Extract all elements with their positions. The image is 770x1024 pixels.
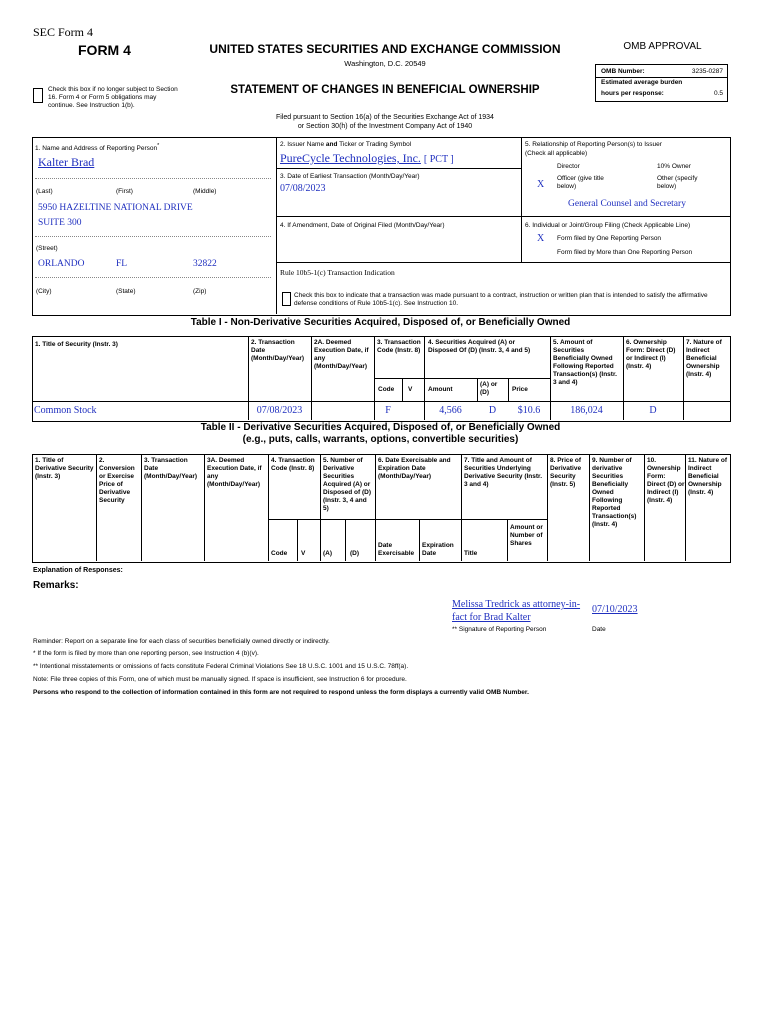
t1-h3: 3. Transaction Code (Instr. 8) [377,339,421,354]
street-line-1: 5950 HAZELTINE NATIONAL DRIVE [38,203,193,213]
signature-name[interactable]: Melissa Tredrick as attorney-in- fact for Brad Kalter [452,599,581,623]
note-asterisk: * If the form is filed by more than one reporting person, see Instruction 4 (b)(v). [33,650,259,657]
omb-burden-label: Estimated average burden [601,79,683,86]
city-value: ORLANDO [38,259,85,269]
omb-approval-title: OMB APPROVAL [623,41,702,52]
rule-checkbox[interactable] [282,292,291,306]
box2-label: 2. Issuer Name and Ticker or Trading Symbol [280,141,412,148]
filed-pursuant-1: Filed pursuant to Section 16(a) of the Securities Exchange Act of 1934 [276,114,494,121]
omb-number-label: OMB Number: [601,68,645,75]
t2-sub-a: (A) [323,550,333,557]
street-line-2: SUITE 300 [38,218,82,228]
signature-label: ** Signature of Reporting Person [452,626,547,633]
t2-h10: 10. Ownership Form: Direct (D) or Indirect (I) (Instr. 4) [647,457,685,504]
t1-sub-v: V [408,386,413,393]
state-label: (State) [116,288,136,295]
t2-h6: 6. Date Exercisable and Expiration Date (Month/Day/Year) [378,457,451,480]
issuer-name[interactable]: PureCycle Technologies, Inc. [280,151,421,165]
section16-text: Check this box if no longer subject to Section 16. Form 4 or Form 5 obligations may continue. See Instruction 1(b). [48,86,178,109]
table2-subtitle: (e.g., puts, calls, warrants, options, convertible securities) [242,434,519,445]
t1-h7: 7. Nature of Indirect Beneficial Ownership (Instr. 4) [686,339,722,378]
t1-row-ad: D [488,405,497,416]
t1-h1: 1. Title of Security (Instr. 3) [35,341,118,348]
rule-text: Check this box to indicate that a transaction was made pursuant to a contract, instruction or written plan that is intended to satisfy the affirmative defense conditions of Rule 10b5-1(c). See Instruction 10. [294,292,708,307]
table1-title: Table I - Non-Derivative Securities Acquired, Disposed of, or Beneficially Owned [190,317,571,328]
t2-h2: 2. Conversion or Exercise Price of Derivative Security [99,457,135,504]
t2-h8: 8. Price of Derivative Security (Instr. 5) [550,457,582,488]
issuer-ticker: [ PCT ] [423,154,454,165]
officer-label: Officer (give title below) [557,175,604,190]
agency-title: UNITED STATES SECURITIES AND EXCHANGE COMMISSION [209,42,561,56]
t1-h2: 2. Transaction Date (Month/Day/Year) [251,339,305,362]
box5-sublabel: (Check all applicable) [525,150,588,157]
box3-label: 3. Date of Earliest Transaction (Month/Day/Year) [280,173,420,180]
t2-h1: 1. Title of Derivative Security (Instr. 3) [35,457,94,480]
street-label: (Street) [36,245,58,252]
t2-sub-expiration: Expiration Date [422,542,454,557]
officer-title: General Counsel and Secretary [568,199,686,209]
form-title: FORM 4 [78,42,131,58]
note-omb: Persons who respond to the collection of information contained in this form are not required to respond unless the form displays a currently valid OMB Number. [33,689,529,696]
remarks-label: Remarks: [33,580,79,591]
table2-title: Table II - Derivative Securities Acquired, Disposed of, or Beneficially Owned [200,422,561,433]
t1-row-price: $10.6 [517,405,541,416]
director-label: Director [557,163,580,170]
t1-h5: 5. Amount of Securities Beneficially Owned Following Reported Transaction(s) (Instr. 3 and 4) [553,339,617,386]
t2-h5: 5. Number of Derivative Securities Acquired (A) or Disposed of (D) (Instr. 3, 4 and 5) [323,457,372,512]
t1-sub-code: Code [378,386,395,393]
t1-row-code: F [385,405,391,416]
note-reminder: Reminder: Report on a separate line for each class of securities beneficially owned directly or indirectly. [33,638,330,645]
t1-row-security: Common Stock [34,405,97,416]
box1-label: 1. Name and Address of Reporting Person* [35,143,160,153]
t1-row-form: D [649,405,657,416]
t2-h4: 4. Transaction Code (Instr. 8) [271,457,315,472]
issuer-name-row [280,151,454,166]
reporting-person-name[interactable]: Kalter Brad [38,155,95,169]
t2-sub-code: Code [271,550,288,557]
earliest-transaction-date: 07/08/2023 [280,183,326,194]
omb-hours-label: hours per response: [601,90,664,97]
t1-row-date: 07/08/2023 [256,405,303,416]
last-label: (Last) [36,188,53,195]
explanation-label: Explanation of Responses: [33,567,123,574]
filing-one-mark[interactable]: X [537,233,545,244]
statement-title: STATEMENT OF CHANGES IN BENEFICIAL OWNERSHIP [230,84,540,96]
t1-sub-amount: Amount [428,386,453,393]
t1-row-amount: 4,566 [439,405,462,416]
box4-label: 4. If Amendment, Date of Original Filed (Month/Day/Year) [280,222,445,229]
rule-label: Rule 10b5-1(c) Transaction Indication [280,268,395,277]
zip-value: 32822 [193,259,217,269]
t2-sub-v: V [301,550,306,557]
t2-sub-exercisable: Date Exercisable [378,542,415,557]
t2-h3: 3. Transaction Date (Month/Day/Year) [144,457,198,480]
middle-label: (Middle) [193,188,217,195]
t1-h2a: 2A. Deemed Execution Date, if any (Month/Day/Year) [314,339,369,370]
state-value: FL [116,259,128,269]
t2-h9: 9. Number of derivative Securities Beneficially Owned Following Reported Transaction(s) (Instr. 4) [592,457,637,528]
t2-sub-title: Title [464,550,478,557]
t2-h3a: 3A. Deemed Execution Date, if any (Month/Day/Year) [207,457,262,488]
ten-pct-owner-label: 10% Owner [657,163,691,170]
t2-h7: 7. Title and Amount of Securities Underlying Derivative Security (Instr. 3 and 4) [464,457,543,488]
sec-form-label: SEC Form 4 [33,25,94,39]
t1-h4: 4. Securities Acquired (A) or Disposed Of (D) (Instr. 3, 4 and 5) [428,339,531,354]
filed-pursuant-2: or Section 30(h) of the Investment Company Act of 1940 [297,123,473,130]
omb-number-value: 3235-0287 [691,68,723,75]
note-copies: Note: File three copies of this Form, one of which must be manually signed. If space is insufficient, see Instruction 6 for procedure. [33,676,407,683]
zip-label: (Zip) [193,288,207,295]
filing-one-label: Form filed by One Reporting Person [557,235,662,242]
t1-h6: 6. Ownership Form: Direct (D) or Indirect (I) (Instr. 4) [626,339,676,370]
other-label: Other (specify below) [657,175,698,190]
city-label: (City) [36,288,52,295]
note-misstatements: ** Intentional misstatements or omissions of facts constitute Federal Criminal Violations See 18 U.S.C. 1001 and 15 U.S.C. 78ff(a). [33,663,409,670]
first-label: (First) [116,188,133,195]
signature-date: 07/10/2023 [592,604,638,615]
t2-sub-amount: Amount or Number of Shares [510,524,543,547]
omb-box [595,64,728,102]
t1-sub-ad: (A) or (D) [480,381,498,396]
officer-mark[interactable]: X [537,179,545,190]
t1-row-owned: 186,024 [570,405,603,416]
agency-city: Washington, D.C. 20549 [344,59,426,68]
box6-label: 6. Individual or Joint/Group Filing (Check Applicable Line) [525,222,691,229]
t2-sub-d: (D) [350,550,360,557]
section16-checkbox[interactable] [33,88,43,103]
omb-hours-value: 0.5 [713,90,723,97]
t2-h11: 11. Nature of Indirect Beneficial Ownership (Instr. 4) [688,457,728,496]
signature-date-label: Date [592,626,606,633]
t1-sub-price: Price [512,386,528,393]
filing-more-label: Form filed by More than One Reporting Person [557,249,693,256]
box5-label: 5. Relationship of Reporting Person(s) to Issuer [525,141,662,148]
